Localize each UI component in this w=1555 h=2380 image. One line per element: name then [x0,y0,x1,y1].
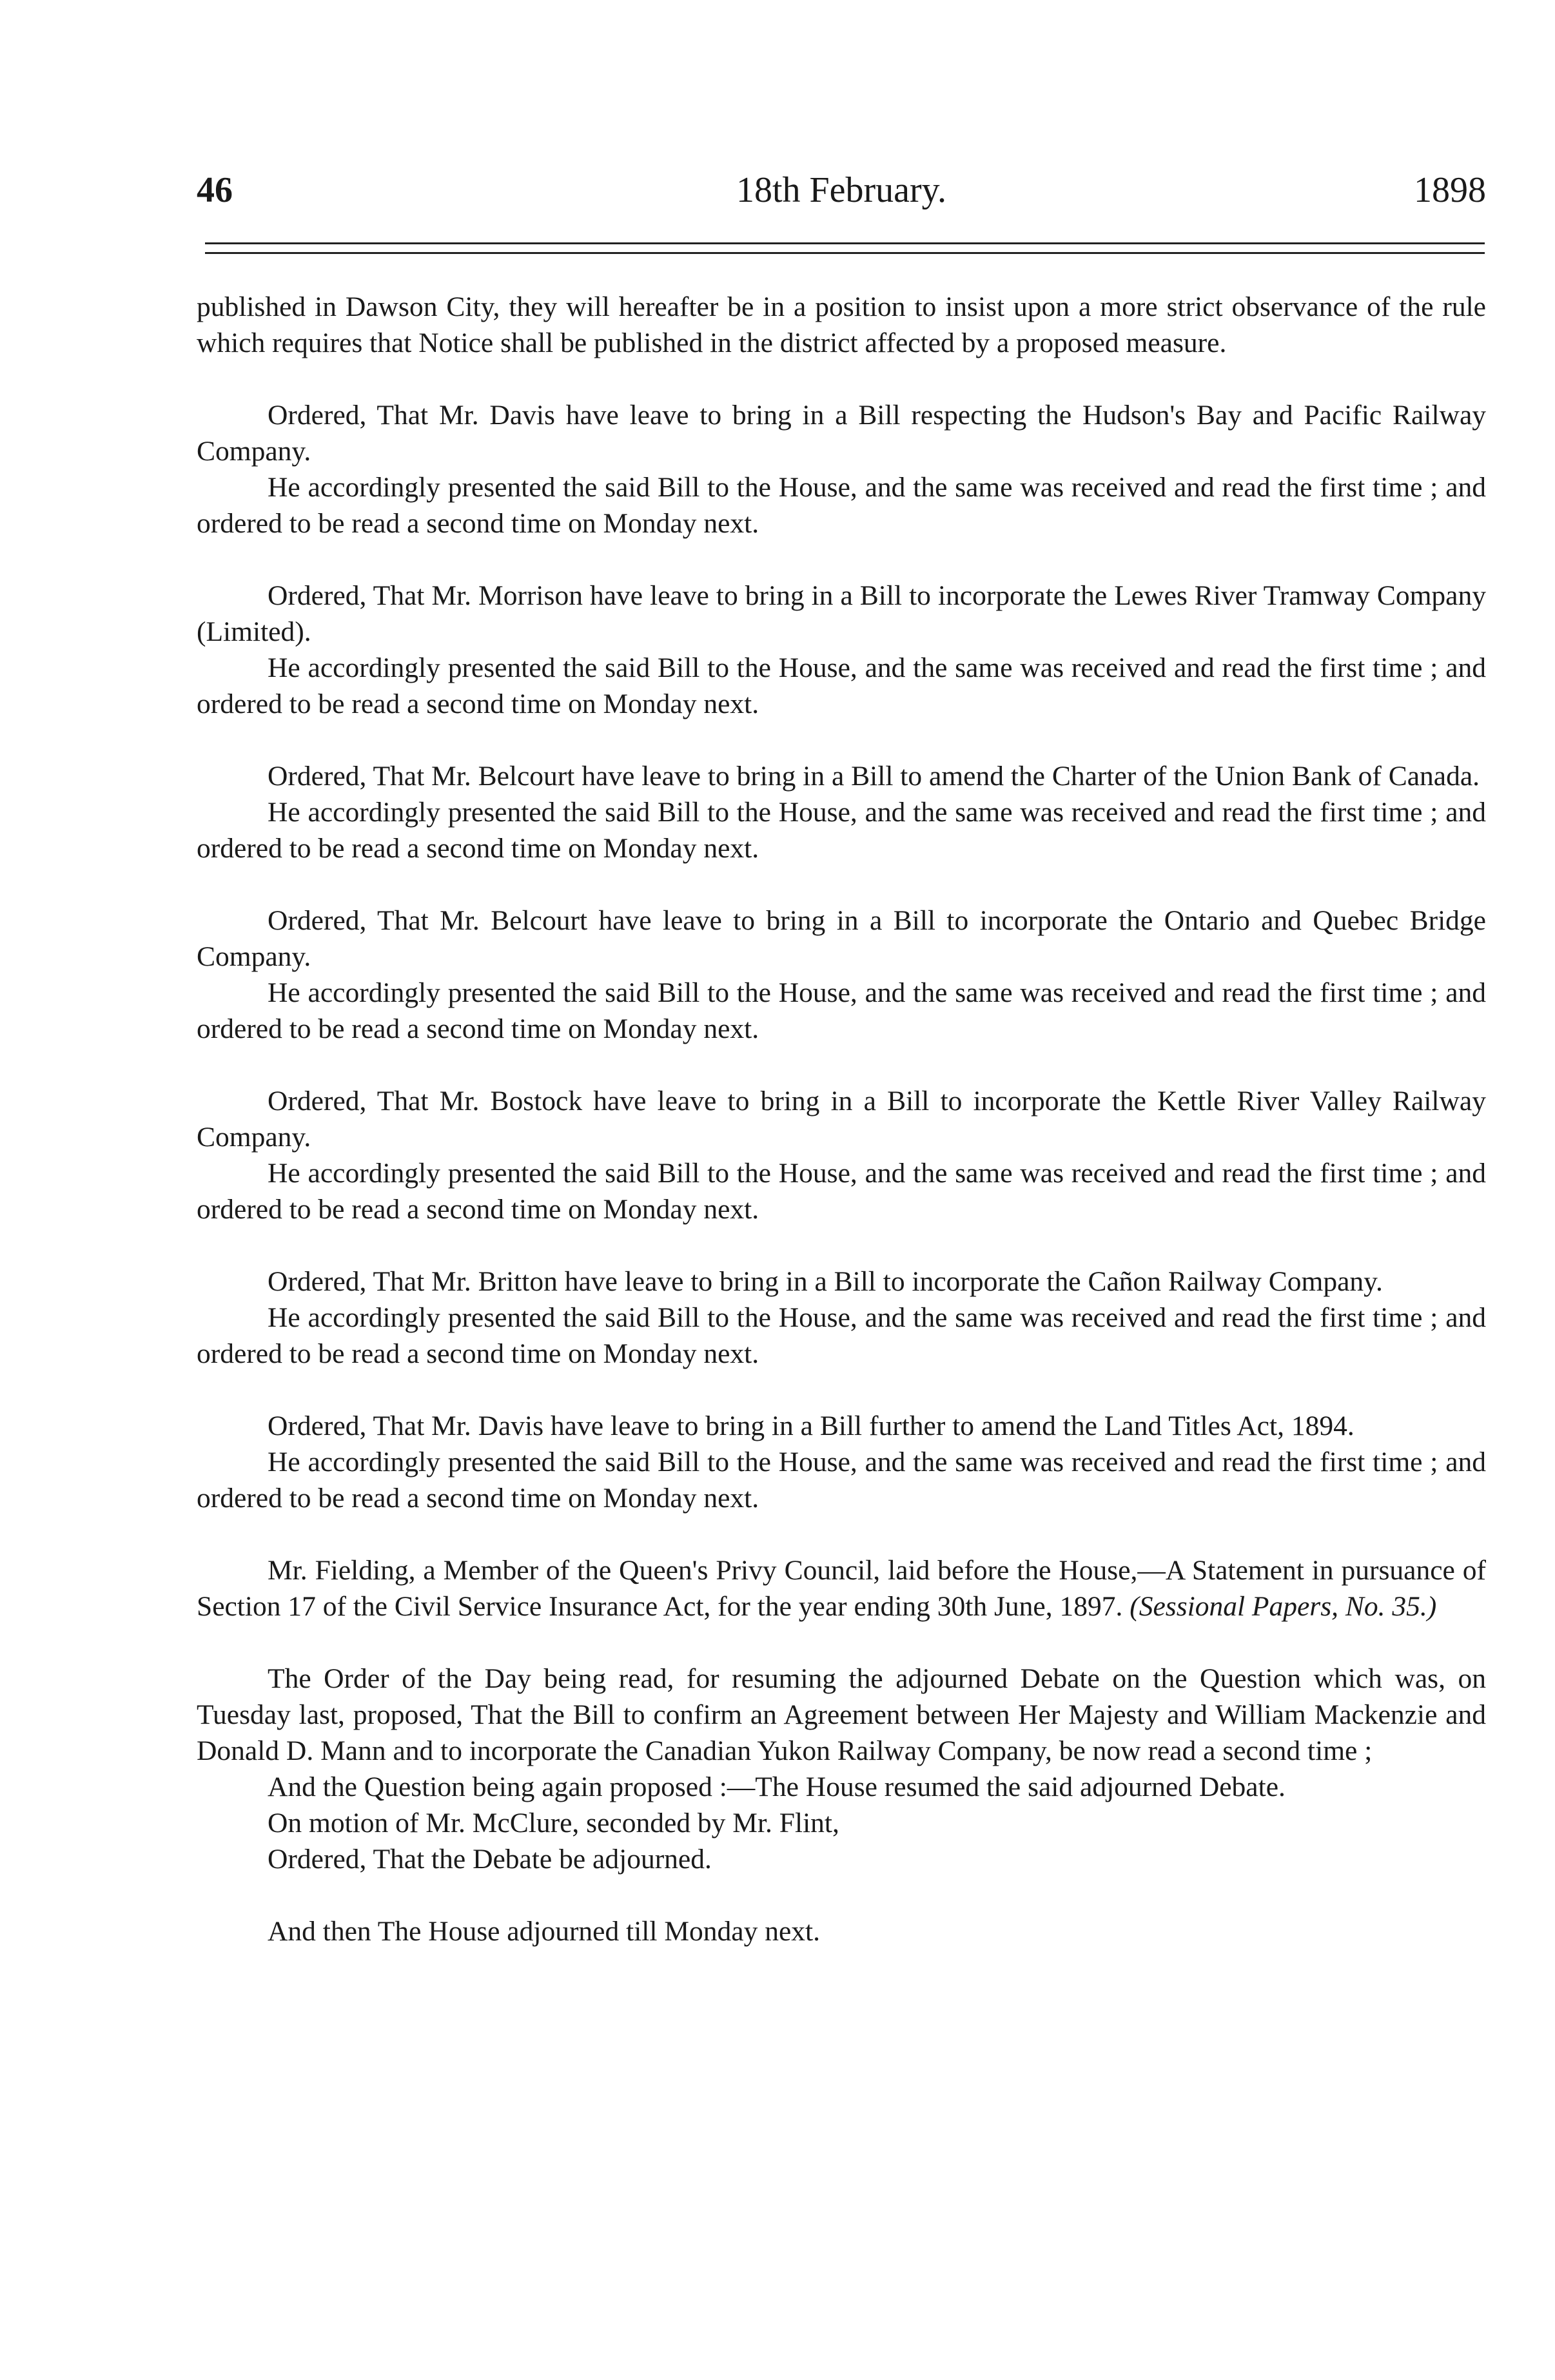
journal-body [197,289,1486,1949]
page-header [197,164,1486,216]
presented-paragraph: He accordingly presented the said Bill to the House, and the same was received and read the first time ; and ordered to be read a second time on Monday next. [197,1302,1486,1369]
motion-paragraph: On motion of Mr. McClure, seconded by Mr. Flint, [268,1808,839,1839]
header-date: 18th February. [736,170,947,210]
header-rule-bottom [205,252,1485,254]
presented-paragraph: He accordingly presented the said Bill to the House, and the same was received and read the first time ; and ordered to be read a second time on Monday next. [197,977,1486,1044]
paragraph: published in Dawson City, they will hereafter be in a position to insist upon a more strict observance of the rule which requires that Notice shall be published in the district affected by a proposed measure. [197,291,1486,358]
order-paragraph: Ordered, That Mr. Davis have leave to bring in a Bill further to amend the Land Titles Act, 1894. [268,1410,1355,1441]
presented-paragraph: He accordingly presented the said Bill to the House, and the same was received and read the first time ; and ordered to be read a second time on Monday next. [197,472,1486,539]
entry-order [197,902,1486,1047]
order-paragraph: Ordered, That Mr. Davis have leave to bring in a Bill respecting the Hudson's Bay and Pacific Railway Company. [197,400,1486,467]
entry-continuation [197,289,1486,361]
header-year: 1898 [1414,170,1486,210]
entry-order [197,1263,1486,1372]
header-rule-top [205,242,1485,244]
entry-adjournment [197,1913,1486,1949]
adjourned-paragraph: Ordered, That the Debate be adjourned. [268,1844,712,1875]
adjournment-paragraph: And then The House adjourned till Monday next. [268,1916,820,1947]
entry-order [197,578,1486,722]
presented-paragraph: He accordingly presented the said Bill to the House, and the same was received and read the first time ; and ordered to be read a second time on Monday next. [197,1447,1486,1514]
order-paragraph: Ordered, That Mr. Morrison have leave to bring in a Bill to incorporate the Lewes River Tramway Company (Limited). [197,580,1486,647]
order-paragraph: Ordered, That Mr. Belcourt have leave to bring in a Bill to incorporate the Ontario and Quebec Bridge Company. [197,905,1486,972]
presented-paragraph: He accordingly presented the said Bill to the House, and the same was received and read the first time ; and ordered to be read a second time on Monday next. [197,1158,1486,1225]
paper-text: Mr. Fielding, a Member of the Queen's Privy Council, laid before the House,—A Statement in pursuance of Section 17 of the Civil Service Insurance Act, for the year ending 30th June, 1897. [197,1555,1486,1622]
order-paragraph: Ordered, That Mr. Belcourt have leave to bring in a Bill to amend the Charter of the Union Bank of Canada. [268,761,1480,792]
paper-paragraph [197,1552,1486,1624]
entry-debate [197,1661,1486,1877]
entry-order [197,1083,1486,1227]
page-number: 46 [197,170,233,210]
order-paragraph: Ordered, That Mr. Britton have leave to bring in a Bill to incorporate the Cañon Railway Company. [268,1266,1383,1297]
entry-order [197,1408,1486,1516]
question-paragraph: And the Question being again proposed :—The House resumed the said adjourned Debate. [268,1771,1286,1802]
entry-paper-laid [197,1552,1486,1624]
presented-paragraph: He accordingly presented the said Bill to the House, and the same was received and read the first time ; and ordered to be read a second time on Monday next. [197,652,1486,719]
entry-order [197,758,1486,866]
order-paragraph: Ordered, That Mr. Bostock have leave to bring in a Bill to incorporate the Kettle River Valley Railway Company. [197,1086,1486,1153]
order-of-day-paragraph: The Order of the Day being read, for resuming the adjourned Debate on the Question which was, on Tuesday last, proposed, That the Bill to confirm an Agreement between Her Majesty and William Mackenzie and Donald D. Mann and to incorporate the Canadian Yukon Railway Company, be now read a second time ; [197,1663,1486,1766]
presented-paragraph: He accordingly presented the said Bill to the House, and the same was received and read the first time ; and ordered to be read a second time on Monday next. [197,797,1486,864]
sessional-paper-ref: (Sessional Papers, No. 35.) [1130,1591,1437,1622]
entry-order [197,397,1486,541]
